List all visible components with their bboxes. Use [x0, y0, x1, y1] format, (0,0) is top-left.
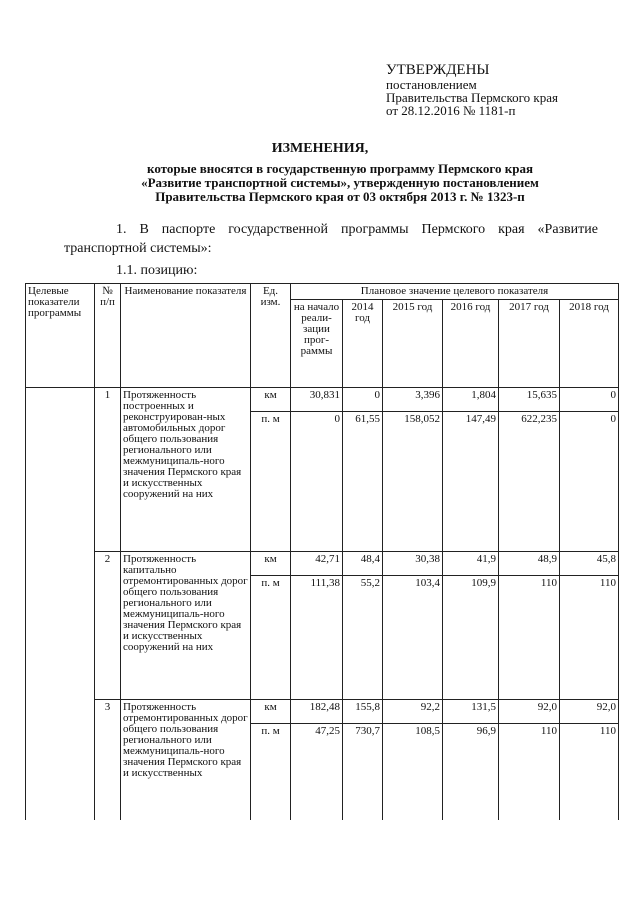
value-cell: 182,48	[291, 700, 343, 724]
value-cell: 158,052	[383, 412, 443, 552]
indicators-table	[25, 283, 619, 820]
row-number: 2	[95, 552, 121, 700]
value-cell: 92,2	[383, 700, 443, 724]
header-indicators: Целевые показатели программы	[26, 284, 95, 388]
document-subtitle	[90, 162, 590, 204]
row-unit: км	[251, 552, 291, 576]
header-year-col: 2018 год	[560, 300, 619, 388]
document-title: ИЗМЕНЕНИЯ,	[271, 141, 369, 156]
value-cell: 108,5	[383, 724, 443, 820]
value-cell: 47,25	[291, 724, 343, 820]
value-cell: 48,9	[499, 552, 560, 576]
header-unit: Ед. изм.	[251, 284, 291, 388]
row-unit: п. м	[251, 576, 291, 700]
subtitle-line: которые вносятся в государственную программу Пермского края	[147, 161, 533, 176]
approval-line: постановлением	[386, 77, 477, 92]
header-year-col: 2017 год	[499, 300, 560, 388]
row-unit: км	[251, 388, 291, 412]
value-cell: 92,0	[560, 700, 619, 724]
approval-date-line: от 28.12.2016 № 1181-п	[386, 103, 516, 118]
value-cell: 111,38	[291, 576, 343, 700]
approval-line: Правительства Пермского края	[386, 90, 558, 105]
row-unit: км	[251, 700, 291, 724]
value-cell: 45,8	[560, 552, 619, 576]
paragraph-1-1: 1.1. позицию:	[116, 263, 198, 278]
value-cell: 3,396	[383, 388, 443, 412]
value-cell: 110	[560, 576, 619, 700]
row-unit: п. м	[251, 412, 291, 552]
value-cell: 30,38	[383, 552, 443, 576]
header-year-col: 2016 год	[443, 300, 499, 388]
header-number: № п/п	[95, 284, 121, 388]
value-cell: 61,55	[343, 412, 383, 552]
row-number: 3	[95, 700, 121, 820]
subtitle-line: «Развитие транспортной системы», утвержденную постановлением	[141, 175, 539, 190]
row-name: Протяженность построенных и реконструирован-ных автомобильных дорог общего пользования регионального или межмуниципаль-ного значения Пермского края и искусственных сооружений на них	[121, 388, 251, 552]
value-cell: 30,831	[291, 388, 343, 412]
value-cell: 110	[499, 724, 560, 820]
value-cell: 1,804	[443, 388, 499, 412]
value-cell: 730,7	[343, 724, 383, 820]
approval-block	[386, 62, 558, 117]
value-cell: 96,9	[443, 724, 499, 820]
row-name: Протяженность капитально отремонтированных дорог общего пользования регионального или межмуниципаль-ного значения Пермского края и искусственных сооружений на них	[121, 552, 251, 700]
paragraph-1: 1. В паспорте государственной программы Пермского края «Развитие транспортной системы»:	[64, 222, 598, 256]
value-cell: 131,5	[443, 700, 499, 724]
indicators-column-cell	[26, 388, 95, 820]
value-cell: 0	[291, 412, 343, 552]
header-year-col: 2014 год	[343, 300, 383, 388]
value-cell: 110	[499, 576, 560, 700]
row-name: Протяженность отремонтированных дорог общего пользования регионального или межмуниципаль-ного значения Пермского края и искусственных	[121, 700, 251, 820]
value-cell: 622,235	[499, 412, 560, 552]
value-cell: 0	[343, 388, 383, 412]
header-planned: Плановое значение целевого показателя	[291, 284, 619, 300]
value-cell: 109,9	[443, 576, 499, 700]
value-cell: 0	[560, 388, 619, 412]
value-cell: 48,4	[343, 552, 383, 576]
header-year-col: 2015 год	[383, 300, 443, 388]
value-cell: 92,0	[499, 700, 560, 724]
value-cell: 0	[560, 412, 619, 552]
value-cell: 147,49	[443, 412, 499, 552]
value-cell: 103,4	[383, 576, 443, 700]
subtitle-line: Правительства Пермского края от 03 октября 2013 г. № 1323-п	[155, 189, 525, 204]
value-cell: 15,635	[499, 388, 560, 412]
value-cell: 55,2	[343, 576, 383, 700]
value-cell: 155,8	[343, 700, 383, 724]
value-cell: 41,9	[443, 552, 499, 576]
value-cell: 110	[560, 724, 619, 820]
approval-heading: УТВЕРЖДЕНЫ	[386, 62, 490, 78]
header-name: Наименование показателя	[121, 284, 251, 388]
row-unit: п. м	[251, 724, 291, 820]
row-number: 1	[95, 388, 121, 552]
header-year-col: на начало реали-зации прог-раммы	[291, 300, 343, 388]
value-cell: 42,71	[291, 552, 343, 576]
